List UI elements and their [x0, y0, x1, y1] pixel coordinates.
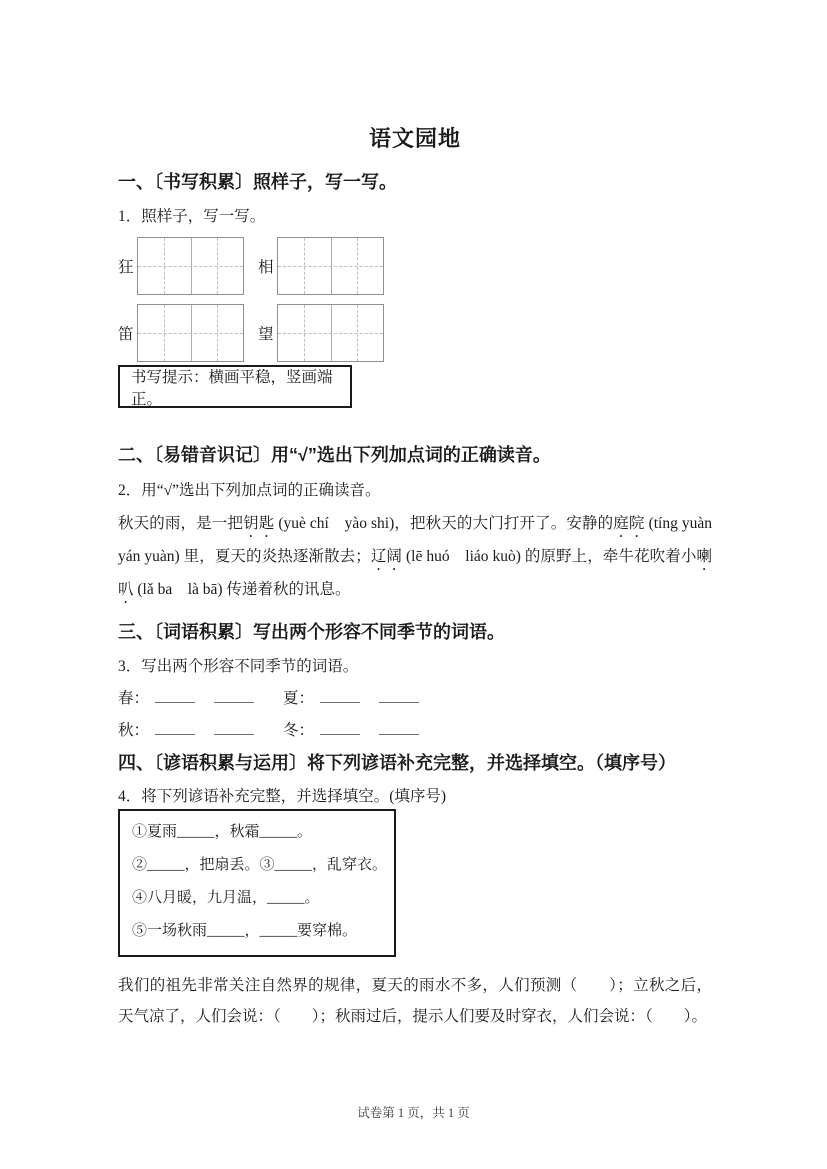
- writing-grid: [137, 304, 244, 362]
- grid-guideline: [278, 333, 383, 334]
- grid-guideline: [278, 266, 383, 267]
- passage-text: (yuè chí yào shi)，把秋天的大门打开了。安静的: [274, 515, 614, 532]
- question-3-text: 3．写出两个形容不同季节的词语。: [118, 658, 359, 675]
- season-label: 冬：: [283, 722, 315, 739]
- passage-text: (tíng yuàn yán yuàn) 里，夏天的炎热逐渐散去；: [118, 515, 728, 565]
- dotted-word: 庭院: [613, 515, 645, 532]
- proverb-line: ①夏雨_____，秋霜_____。: [132, 824, 313, 840]
- grid-unit: [118, 304, 244, 362]
- model-character: 望: [258, 326, 274, 343]
- season-fill-row: [118, 720, 712, 740]
- writing-grid-row: [118, 238, 712, 294]
- writing-grid: [277, 237, 384, 295]
- model-character: 狂: [118, 259, 134, 276]
- proverb-box: [118, 809, 396, 957]
- writing-tip-text: 书写提示：横画平稳，竖画端正。: [131, 368, 333, 408]
- passage-text: 秋天的雨，是一把: [118, 515, 244, 532]
- dotted-word: 钥匙: [243, 515, 275, 532]
- question-2-text: 2．用“√”选出下列加点词的正确读音。: [118, 482, 381, 499]
- proverb-line: ⑤一场秋雨_____，_____要穿棉。: [132, 923, 358, 939]
- season-label: 秋：: [118, 722, 150, 739]
- reading-passage: [118, 508, 728, 607]
- content-column: [118, 0, 728, 1032]
- proverb-line: ④八月暖，九月温，_____。: [132, 890, 320, 906]
- blank-line: [379, 688, 419, 703]
- writing-tip-box: [118, 365, 352, 408]
- grid-unit: [118, 237, 244, 295]
- section-three-heading: 三、〔词语积累〕写出两个形容不同季节的词语。: [118, 622, 505, 642]
- section-two-heading: 二、〔易错音识记〕用“√”选出下列加点词的正确读音。: [118, 445, 551, 465]
- writing-grids: [118, 238, 712, 361]
- question-1-text: 1．照样子，写一写。: [118, 208, 266, 225]
- dotted-word: 辽阔: [370, 548, 403, 565]
- blank-line: [320, 720, 360, 735]
- model-character: 笛: [118, 326, 134, 343]
- passage-text: (lǎ ba là bā) 传递着秋的讯息。: [133, 581, 351, 598]
- season-label: 春：: [118, 690, 150, 707]
- grid-guideline: [138, 266, 243, 267]
- section-four-heading: 四、〔谚语积累与运用〕将下列谚语补充完整，并选择填空。（填序号）: [118, 753, 676, 773]
- grid-guideline: [138, 333, 243, 334]
- grid-unit: [258, 304, 384, 362]
- section-one-heading: 一、〔书写积累〕照样子，写一写。: [118, 172, 397, 192]
- writing-grid-row: [118, 305, 712, 361]
- blank-line: [379, 720, 419, 735]
- writing-grid: [277, 304, 384, 362]
- model-character: 相: [258, 259, 274, 276]
- blank-line: [214, 720, 254, 735]
- page-title: 语文园地: [368, 126, 461, 151]
- season-label: 夏：: [283, 690, 315, 707]
- proverb-application-text: 我们的祖先非常关注自然界的规律，夏天的雨水不多，人们预测（ ）；立秋之后，天气凉了，人们会说：（ ）；秋雨过后，提示人们要及时穿衣，人们会说：（ ）。: [118, 977, 712, 1025]
- season-fill-row: [118, 688, 712, 708]
- passage-text: (lē huó liáo kuò) 的原野上，牵牛花吹着小: [402, 548, 697, 565]
- blank-line: [320, 688, 360, 703]
- blank-line: [155, 688, 195, 703]
- blank-line: [155, 720, 195, 735]
- dotted-word: 喇叭: [118, 548, 712, 598]
- question-4-text: 4．将下列谚语补充完整，并选择填空。(填序号): [118, 788, 447, 805]
- blank-line: [214, 688, 254, 703]
- writing-grid: [137, 237, 244, 295]
- proverb-line: ②_____，把扇丢。③_____，乱穿衣。: [132, 857, 388, 873]
- page-footer: 试卷第 1 页，共 1 页: [357, 1106, 470, 1120]
- grid-unit: [258, 237, 384, 295]
